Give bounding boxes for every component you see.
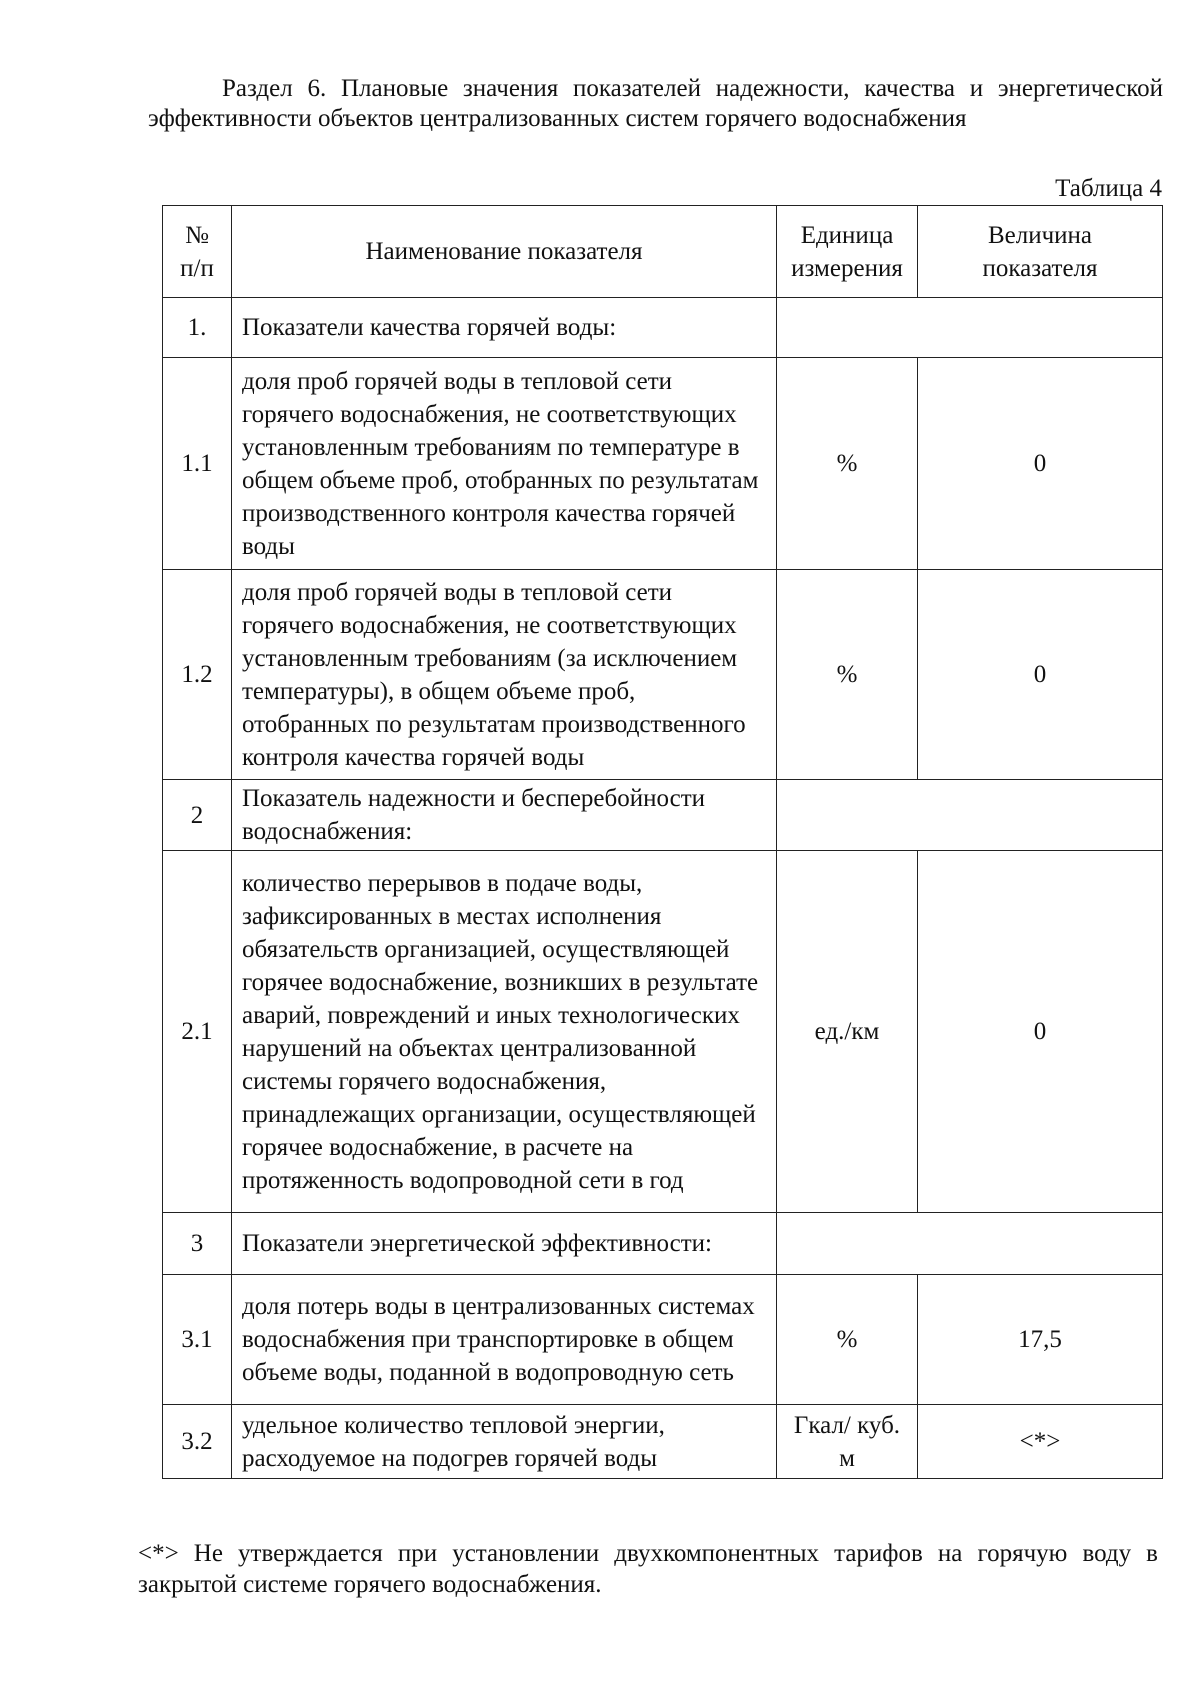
row-unit: Гкал/ куб. м [777,1405,918,1479]
indicators-table [162,205,1163,1479]
column-header-unit: Единица измерения [777,206,918,298]
table-footnote: <*> Не утверждается при установлении двухкомпонентных тарифов на горячую воду в закрытой системе горячего водоснабжения. [138,1540,1158,1598]
row-empty-cell [777,298,1163,358]
table-caption: Таблица 4 [1055,175,1162,202]
row-number: 3.2 [163,1405,232,1479]
column-header-value: Величина показателя [918,206,1163,298]
table-row [163,1275,1163,1405]
row-empty-cell [777,780,1163,851]
section-heading: Раздел 6. Плановые значения показателей надежности, качества и энергетической эффективности объектов централизованных систем горячего водоснабжения [148,75,1163,132]
row-number: 1. [163,298,232,358]
row-number: 3 [163,1213,232,1275]
row-value: 17,5 [918,1275,1163,1405]
table-row-section [163,780,1163,851]
row-indicator-name: Показатель надежности и бесперебойности водоснабжения: [232,780,777,851]
row-number: 2 [163,780,232,851]
column-header-num: № п/п [163,206,232,298]
table-row [163,358,1163,570]
table-header-row [163,206,1163,298]
row-indicator-name: доля проб горячей воды в тепловой сети горячего водоснабжения, не соответствующих установленным требованиям по температуре в общем объеме проб, отобранных по результатам производственного контроля качества горячей воды [232,358,777,570]
row-value: <*> [918,1405,1163,1479]
column-header-name: Наименование показателя [232,206,777,298]
row-value: 0 [918,358,1163,570]
table-row [163,851,1163,1213]
row-indicator-name: удельное количество тепловой энергии, расходуемое на подогрев горячей воды [232,1405,777,1479]
row-unit: % [777,570,918,780]
table-row [163,1405,1163,1479]
row-empty-cell [777,1213,1163,1275]
row-number: 3.1 [163,1275,232,1405]
row-unit: ед./км [777,851,918,1213]
row-number: 1.2 [163,570,232,780]
table-row [163,570,1163,780]
row-number: 2.1 [163,851,232,1213]
row-value: 0 [918,570,1163,780]
row-indicator-name: Показатели качества горячей воды: [232,298,777,358]
row-indicator-name: Показатели энергетической эффективности: [232,1213,777,1275]
row-number: 1.1 [163,358,232,570]
row-indicator-name: доля потерь воды в централизованных системах водоснабжения при транспортировке в общем объеме воды, поданной в водопроводную сеть [232,1275,777,1405]
row-unit: % [777,358,918,570]
row-value: 0 [918,851,1163,1213]
row-indicator-name: количество перерывов в подаче воды, зафиксированных в местах исполнения обязательств организацией, осуществляющей горячее водоснабжение, возникших в результате аварий, повреждений и иных технологических нарушений на объектах централизованной системы горячего водоснабжения, принадлежащих организации, осуществляющей горячее водоснабжение, в расчете на протяженность водопроводной сети в год [232,851,777,1213]
table-row-section [163,298,1163,358]
table-row-section [163,1213,1163,1275]
row-indicator-name: доля проб горячей воды в тепловой сети горячего водоснабжения, не соответствующих установленным требованиям (за исключением температуры), в общем объеме проб, отобранных по результатам производственного контроля качества горячей воды [232,570,777,780]
row-unit: % [777,1275,918,1405]
